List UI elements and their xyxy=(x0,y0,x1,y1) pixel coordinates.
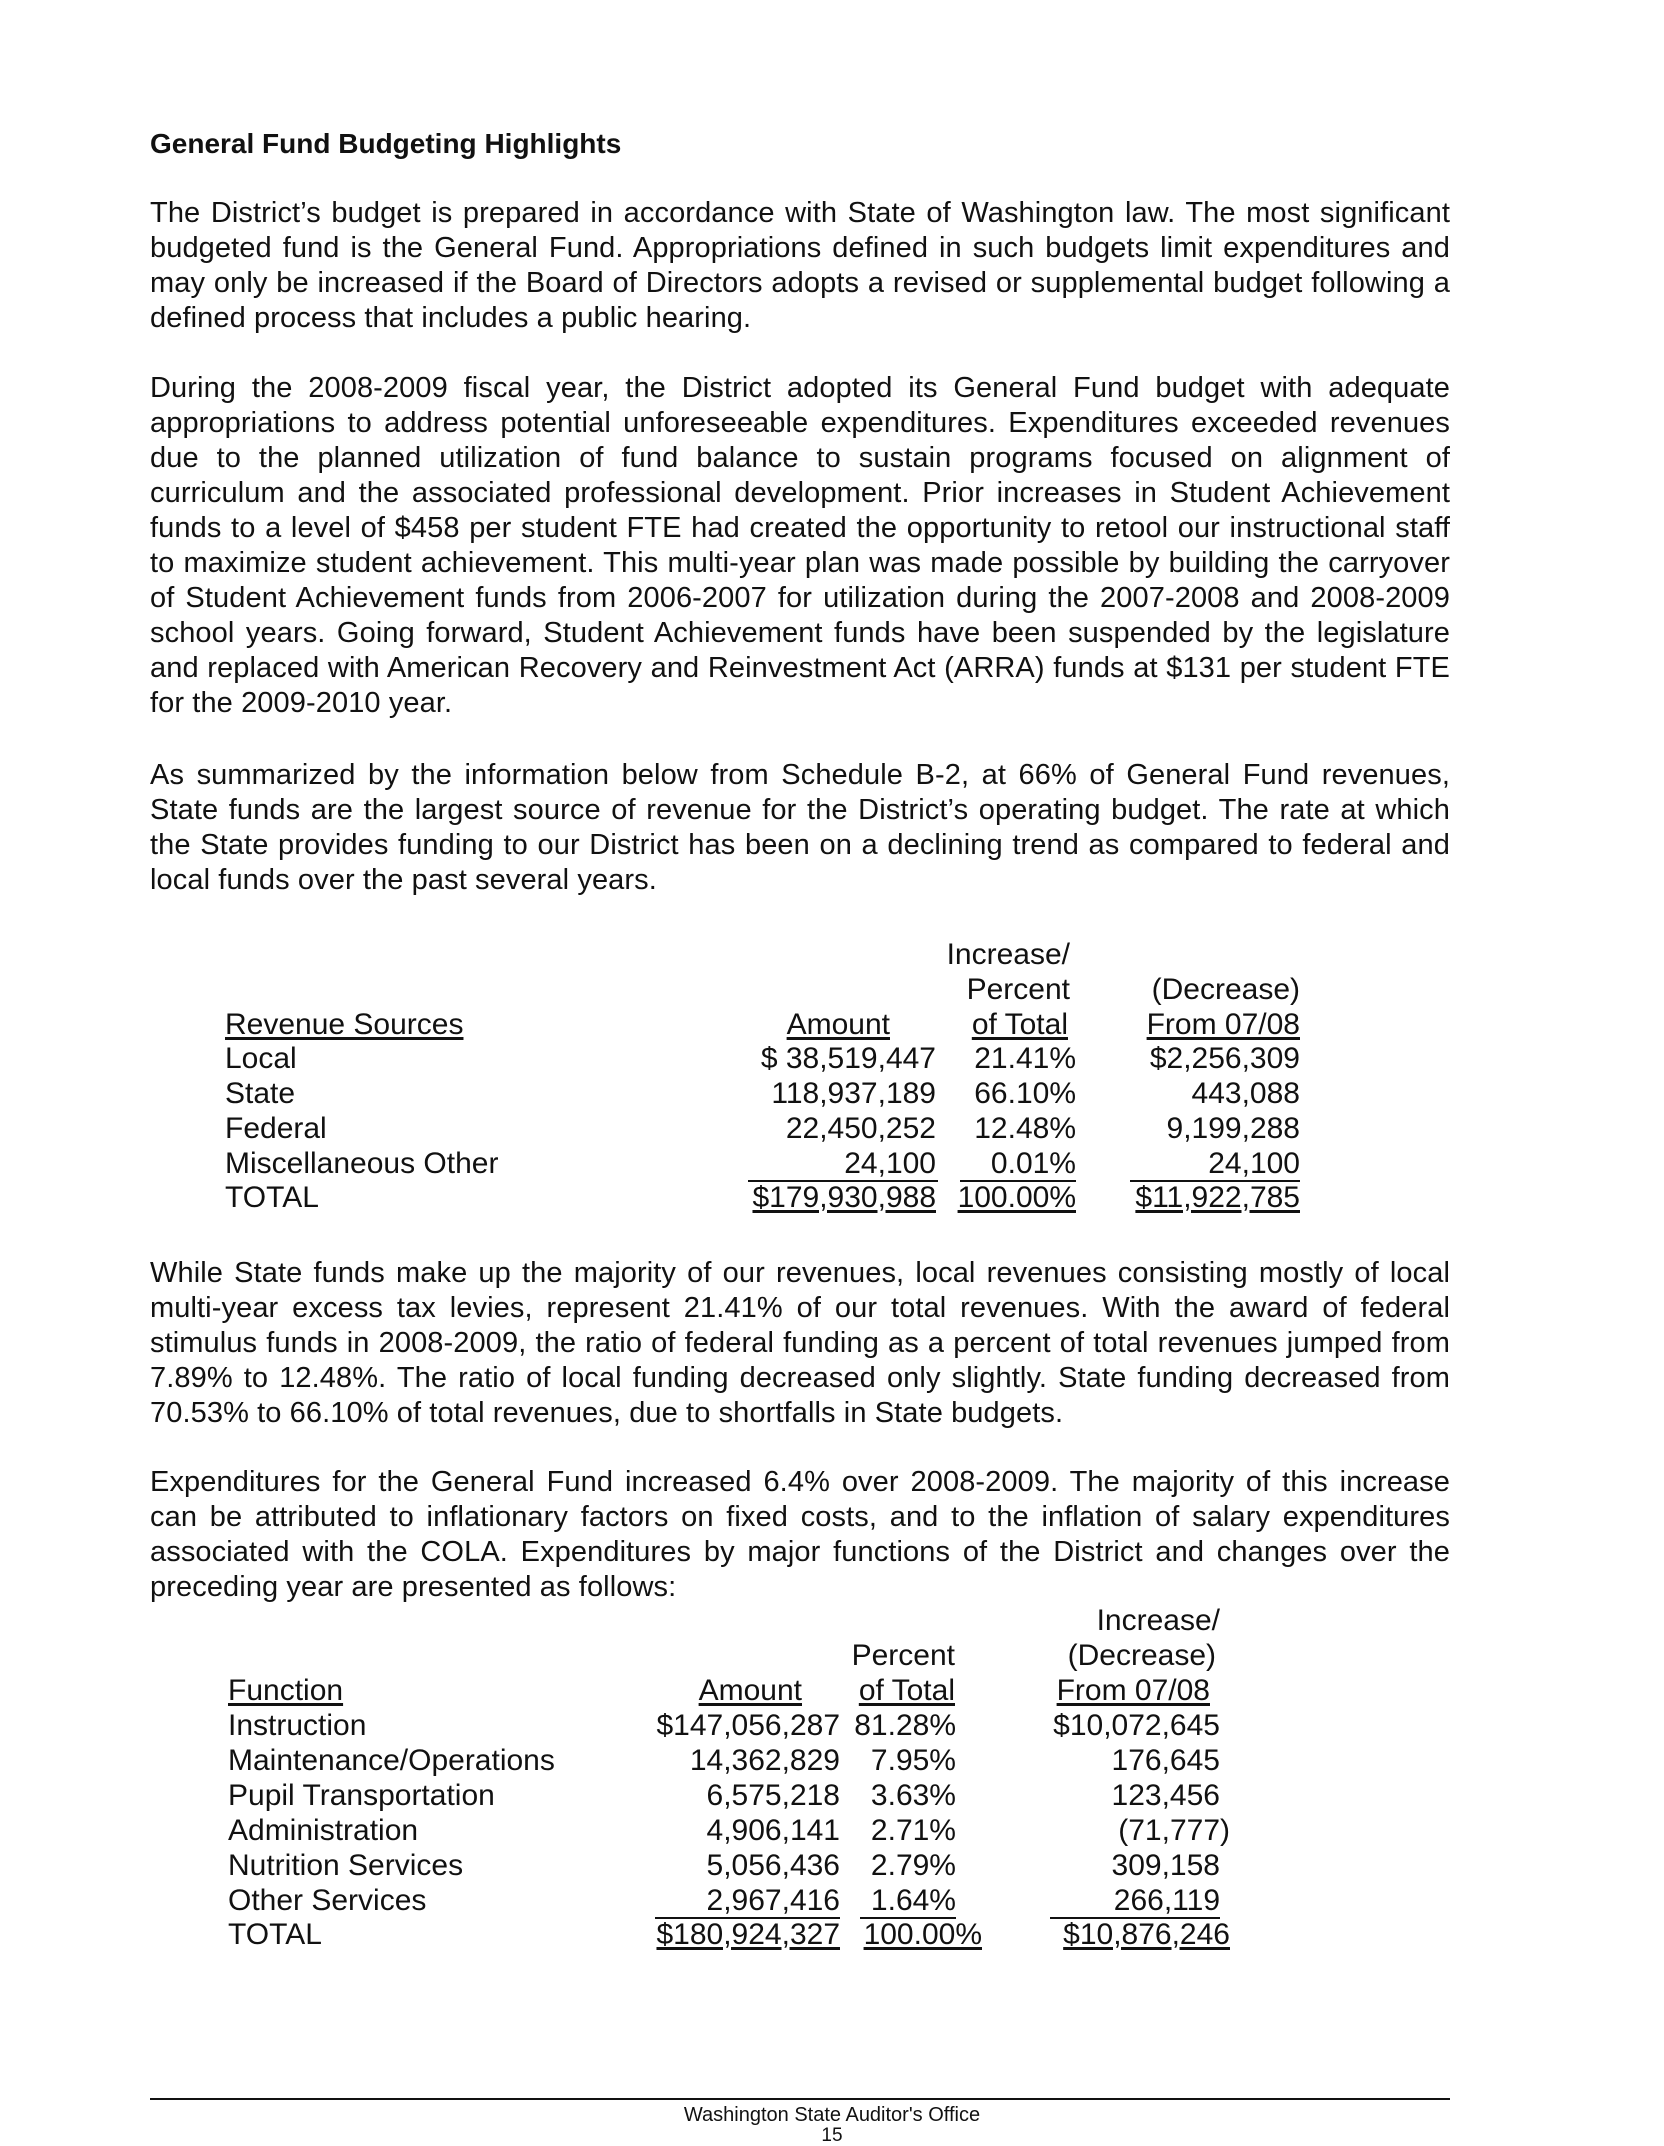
revenue-header-percent-line1: Increase/ xyxy=(946,938,1070,971)
function-row-name: Administration xyxy=(228,1814,419,1847)
function-row-change: 176,645 xyxy=(1111,1744,1220,1777)
function-header-amount: Amount xyxy=(698,1674,802,1707)
function-header-change-line1: Increase/ xyxy=(1096,1604,1220,1637)
paragraph-revenue-summary: As summarized by the information below from Schedule B-2, at 66% of General Fund revenues, State funds are the largest source of revenue for the District’s operating budget. The rate at which the State provides funding to our District has been on a declining trend as compared to federal and local funds over the past several years. xyxy=(150,759,1450,896)
revenue-row-amount: $ 38,519,447 xyxy=(760,1042,936,1075)
function-row-percent: 2.71% xyxy=(870,1814,956,1847)
page-number: 15 xyxy=(821,2125,843,2146)
function-row-name: Other Services xyxy=(228,1884,427,1917)
function-total-change: $10,876,246 xyxy=(1063,1918,1230,1951)
revenue-row-source: Federal xyxy=(225,1112,327,1145)
revenue-total-amount: $179,930,988 xyxy=(752,1181,936,1214)
function-header-change-line2: (Decrease) xyxy=(1067,1639,1216,1672)
paragraph-fiscal-year: During the 2008-2009 fiscal year, the District adopted its General Fund budget with adequate appropriations to address potential unforeseeable expenditures. Expenditures exceeded revenues due to the planned utilization of fund balance to sustain programs focused on alignment of curriculum and the associated professional development. Prior increases in Student Achievement funds to a level of $458 per student FTE had created the opportunity to retool our instructional staff to maximize student achievement. This multi-year plan was made possible by building the carryover of Student Achievement funds from 2006-2007 for utilization during the 2007-2008 and 2008-2009 school years. Going forward, Student Achievement funds have been suspended by the legislature and replaced with American Recovery and Reinvestment Act (ARRA) funds at $131 per student FTE for the 2009-2010 year. xyxy=(150,372,1450,719)
revenue-header-percent-line3: of Total xyxy=(971,1008,1068,1041)
function-row-change: 266,119 xyxy=(1113,1884,1220,1917)
function-row-name: Maintenance/Operations xyxy=(228,1744,555,1777)
function-row-amount: 14,362,829 xyxy=(689,1744,840,1777)
function-total-label: TOTAL xyxy=(228,1918,322,1951)
revenue-row-percent: 66.10% xyxy=(974,1077,1076,1110)
function-row-percent: 3.63% xyxy=(870,1779,956,1812)
revenue-row-change: 9,199,288 xyxy=(1166,1112,1300,1145)
function-header-name: Function xyxy=(228,1674,344,1707)
function-row-name: Nutrition Services xyxy=(228,1849,464,1882)
paragraph-budget-law: The District’s budget is prepared in accordance with State of Washington law. The most significant budgeted fund is the General Fund. Appropriations defined in such budgets limit expenditures and may only be increased if the Board of Directors adopts a revised or supplemental budget following a defined process that includes a public hearing. xyxy=(150,197,1450,334)
revenue-row-change: $2,256,309 xyxy=(1149,1042,1300,1075)
revenue-header-change-line1: (Decrease) xyxy=(1151,973,1300,1006)
function-header-percent-line1: Percent xyxy=(851,1639,955,1672)
function-row-change: 309,158 xyxy=(1111,1849,1220,1882)
paragraph-local-revenues: While State funds make up the majority of our revenues, local revenues consisting mostly of local multi-year excess tax levies, represent 21.41% of our total revenues. With the award of federal stimulus funds in 2008-2009, the ratio of federal funding as a percent of total revenues jumped from 7.89% to 12.48%. The ratio of local funding decreased only slightly. State funding decreased from 70.53% to 66.10% of total revenues, due to shortfalls in State budgets. xyxy=(150,1257,1450,1429)
revenue-row-amount: 22,450,252 xyxy=(785,1112,936,1145)
revenue-total-label: TOTAL xyxy=(225,1181,319,1214)
function-total-percent: 100.00% xyxy=(863,1918,982,1951)
revenue-header-amount: Amount xyxy=(786,1008,890,1041)
function-row-amount: 6,575,218 xyxy=(706,1779,840,1812)
function-row-change: 123,456 xyxy=(1111,1779,1220,1812)
function-row-percent: 2.79% xyxy=(870,1849,956,1882)
footer-office: Washington State Auditor's Office xyxy=(683,2104,981,2126)
revenue-total-percent: 100.00% xyxy=(957,1181,1076,1214)
function-row-change: $10,072,645 xyxy=(1053,1709,1220,1742)
revenue-row-amount: 118,937,189 xyxy=(771,1077,936,1110)
revenue-row-percent: 21.41% xyxy=(974,1042,1076,1075)
revenue-row-percent: 0.01% xyxy=(990,1147,1076,1180)
revenue-row-source: Miscellaneous Other xyxy=(225,1147,499,1180)
function-row-percent: 1.64% xyxy=(870,1884,956,1917)
function-row-change: (71,777) xyxy=(1118,1814,1230,1847)
function-total-amount: $180,924,327 xyxy=(656,1918,840,1951)
function-header-percent-line2: of Total xyxy=(858,1674,955,1707)
revenue-row-change: 443,088 xyxy=(1191,1077,1300,1110)
function-row-amount: $147,056,287 xyxy=(656,1709,840,1742)
revenue-row-change: 24,100 xyxy=(1208,1147,1300,1180)
revenue-row-source: State xyxy=(225,1077,296,1110)
revenue-row-percent: 12.48% xyxy=(974,1112,1076,1145)
function-row-amount: 2,967,416 xyxy=(706,1884,840,1917)
function-row-name: Instruction xyxy=(228,1709,367,1742)
paragraph-expenditures: Expenditures for the General Fund increased 6.4% over 2008-2009. The majority of this increase can be attributed to inflationary factors on fixed costs, and to the inflation of salary expenditures associated with the COLA. Expenditures by major functions of the District and changes over the preceding year are presented as follows: xyxy=(150,1466,1450,1603)
footer-rule xyxy=(150,2098,1450,2100)
function-row-amount: 5,056,436 xyxy=(706,1849,840,1882)
function-header-change-line3: From 07/08 xyxy=(1056,1674,1210,1707)
function-row-percent: 81.28% xyxy=(854,1709,956,1742)
revenue-header-source: Revenue Sources xyxy=(225,1008,464,1041)
revenue-total-change: $11,922,785 xyxy=(1135,1181,1300,1214)
revenue-header-percent-line2: Percent xyxy=(966,973,1070,1006)
revenue-row-source: Local xyxy=(225,1042,297,1075)
revenue-header-change-line2: From 07/08 xyxy=(1146,1008,1300,1041)
function-row-name: Pupil Transportation xyxy=(228,1779,495,1812)
revenue-row-amount: 24,100 xyxy=(844,1147,936,1180)
function-row-percent: 7.95% xyxy=(870,1744,956,1777)
function-row-amount: 4,906,141 xyxy=(706,1814,840,1847)
page-heading: General Fund Budgeting Highlights xyxy=(150,128,622,159)
